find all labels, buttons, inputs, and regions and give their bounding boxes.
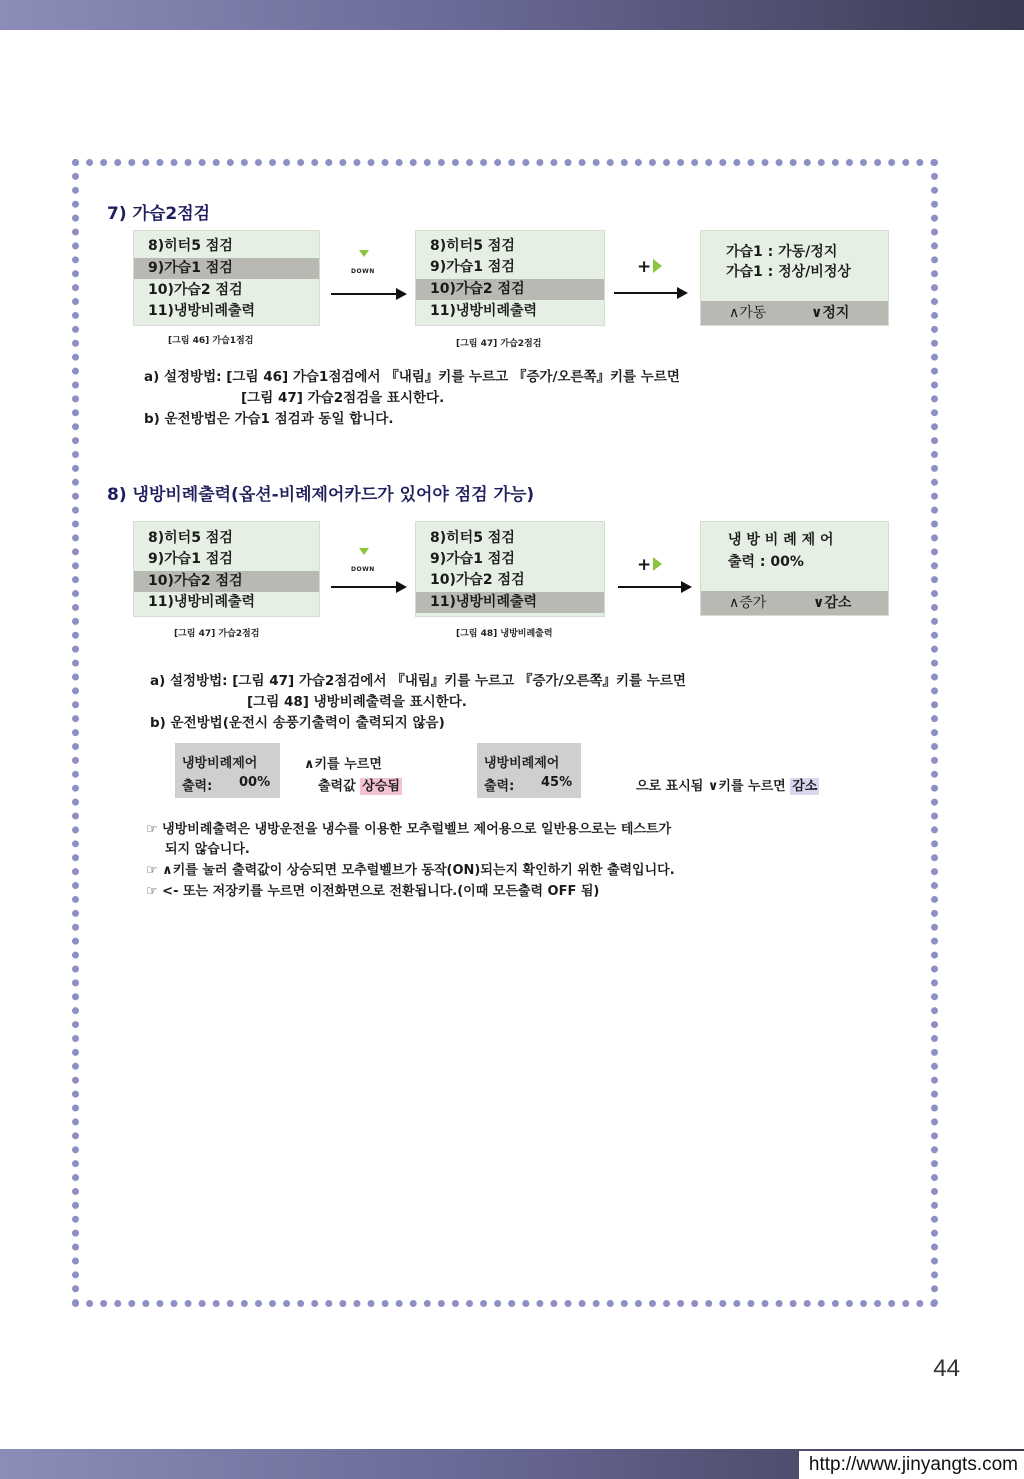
result-line-2: 가습1 : 정상/비정상 bbox=[726, 264, 851, 280]
menu-row: 9)가습1 점검 bbox=[430, 551, 515, 567]
section8-title: 8) 냉방비례출력(옵션-비례제어카드가 있어야 점검 가능) bbox=[107, 485, 535, 505]
figure-caption: [그림 47] 가습2점검 bbox=[174, 629, 260, 639]
plus-sign: + bbox=[637, 257, 652, 277]
note-3: ☞ <- 또는 저장키를 누르면 이전화면으로 전환됩니다.(이때 모든출력 OFF 됨) bbox=[146, 884, 600, 899]
note-1: ☞ 냉방비례출력은 냉방운전을 냉수를 이용한 모추럴벨브 제어용으로 일반용으로는 테스트가 bbox=[146, 822, 672, 837]
example-box-title: 냉방비례제어 bbox=[484, 756, 560, 771]
figure-caption: [그림 48] 냉방비례출력 bbox=[456, 629, 553, 639]
example-tail bbox=[636, 775, 819, 794]
note-2: ☞ ∧키를 눌러 출력값이 상승되면 모추럴벨브가 동작(ON)되는지 확인하기 위한 출력입니다. bbox=[146, 863, 675, 878]
top-header-band bbox=[0, 0, 1024, 30]
example-mid-label: 출력값 bbox=[318, 779, 356, 794]
menu-row: 8)히터5 점검 bbox=[148, 530, 233, 546]
result-line-1: 냉 방 비 례 제 어 bbox=[728, 532, 834, 548]
arrow-line bbox=[618, 586, 681, 588]
dotted-content-frame bbox=[72, 159, 938, 1307]
key-hint-left: ∧증가 bbox=[729, 595, 767, 611]
menu-row-selected: 10)가습2 점검 bbox=[134, 571, 319, 592]
result-line-1: 가습1 : 가동/정지 bbox=[726, 244, 838, 260]
menu-row: 10)가습2 점검 bbox=[148, 282, 243, 298]
menu-row: 9)가습1 점검 bbox=[430, 259, 515, 275]
key-hint-left: ∧가동 bbox=[729, 305, 767, 321]
menu-row: 11)냉방비례출력 bbox=[148, 303, 256, 319]
right-arrow-icon bbox=[677, 287, 688, 299]
lcd-panel-result bbox=[700, 230, 889, 326]
example-tail-text: 으로 표시됨 ∨키를 누르면 bbox=[636, 779, 786, 794]
lcd-panel-fig48 bbox=[415, 521, 605, 617]
menu-row: 11)냉방비례출력 bbox=[148, 594, 256, 610]
right-arrow-icon bbox=[681, 581, 692, 593]
example-box-before bbox=[175, 743, 280, 798]
example-mid-line2 bbox=[318, 775, 402, 794]
arrow-line bbox=[331, 293, 396, 295]
section7-title: 7) 가습2점검 bbox=[107, 204, 211, 224]
menu-row: 9)가습1 점검 bbox=[148, 551, 233, 567]
method-text-a-cont: [그림 48] 냉방비례출력을 표시한다. bbox=[247, 694, 467, 710]
right-arrow-icon bbox=[396, 288, 407, 300]
page-number: 44 bbox=[933, 1355, 960, 1382]
figure-caption: [그림 46] 가습1점검 bbox=[168, 336, 254, 346]
method-text-b: b) 운전방법(운전시 송풍기출력이 출력되지 않음) bbox=[150, 715, 445, 731]
down-arrow-icon bbox=[359, 250, 369, 257]
lcd-panel-fig47b bbox=[133, 521, 320, 617]
right-triangle-icon bbox=[653, 259, 662, 273]
down-label: DOWN bbox=[351, 566, 375, 573]
example-box-label: 출력: bbox=[182, 779, 213, 794]
down-arrow-icon bbox=[359, 548, 369, 555]
example-box-after bbox=[477, 743, 581, 798]
menu-row: 11)냉방비례출력 bbox=[430, 303, 538, 319]
down-label: DOWN bbox=[351, 268, 375, 275]
note-1-cont: 되지 않습니다. bbox=[165, 842, 250, 857]
arrow-line bbox=[331, 586, 396, 588]
key-hint-bar bbox=[701, 591, 888, 615]
lcd-panel-fig46 bbox=[133, 230, 320, 326]
menu-row-selected: 11)냉방비례출력 bbox=[416, 592, 604, 613]
lcd-panel-result bbox=[700, 521, 889, 616]
menu-row-selected: 9)가습1 점검 bbox=[134, 258, 319, 279]
result-line-2: 출력 : 00% bbox=[728, 554, 804, 570]
menu-row: 8)히터5 점검 bbox=[430, 530, 515, 546]
right-arrow-icon bbox=[396, 581, 407, 593]
example-box-value: 45% bbox=[541, 775, 573, 790]
menu-row: 8)히터5 점검 bbox=[148, 238, 233, 254]
figure-caption: [그림 47] 가습2점검 bbox=[456, 339, 542, 349]
plus-sign: + bbox=[637, 555, 652, 575]
lcd-panel-fig47 bbox=[415, 230, 605, 326]
menu-row-selected: 10)가습2 점검 bbox=[416, 279, 604, 300]
menu-row: 8)히터5 점검 bbox=[430, 238, 515, 254]
website-url[interactable]: http://www.jinyangts.com bbox=[799, 1451, 1024, 1479]
menu-row: 10)가습2 점검 bbox=[430, 572, 525, 588]
key-hint-right: ∨감소 bbox=[813, 595, 852, 611]
right-triangle-icon bbox=[653, 557, 662, 571]
method-text-b: b) 운전방법은 가습1 점검과 동일 합니다. bbox=[144, 411, 394, 427]
example-rise-highlight: 상승됨 bbox=[362, 779, 400, 794]
method-text-a: a) 설정방법: [그림 47] 가습2점검에서 『내림』키를 누르고 『증가/오른쪽』키를 누르면 bbox=[150, 673, 686, 689]
key-hint-right: ∨정지 bbox=[811, 305, 850, 321]
example-decrease-highlight: 감소 bbox=[792, 779, 818, 794]
example-box-title: 냉방비례제어 bbox=[182, 756, 258, 771]
method-text-a: a) 설정방법: [그림 46] 가습1점검에서 『내림』키를 누르고 『증가/오른쪽』키를 누르면 bbox=[144, 369, 680, 385]
arrow-line bbox=[614, 292, 677, 294]
example-box-value: 00% bbox=[239, 775, 271, 790]
method-text-a-cont: [그림 47] 가습2점검을 표시한다. bbox=[241, 390, 445, 406]
example-mid-line1: ∧키를 누르면 bbox=[304, 757, 382, 772]
key-hint-bar bbox=[701, 301, 888, 325]
example-box-label: 출력: bbox=[484, 779, 515, 794]
